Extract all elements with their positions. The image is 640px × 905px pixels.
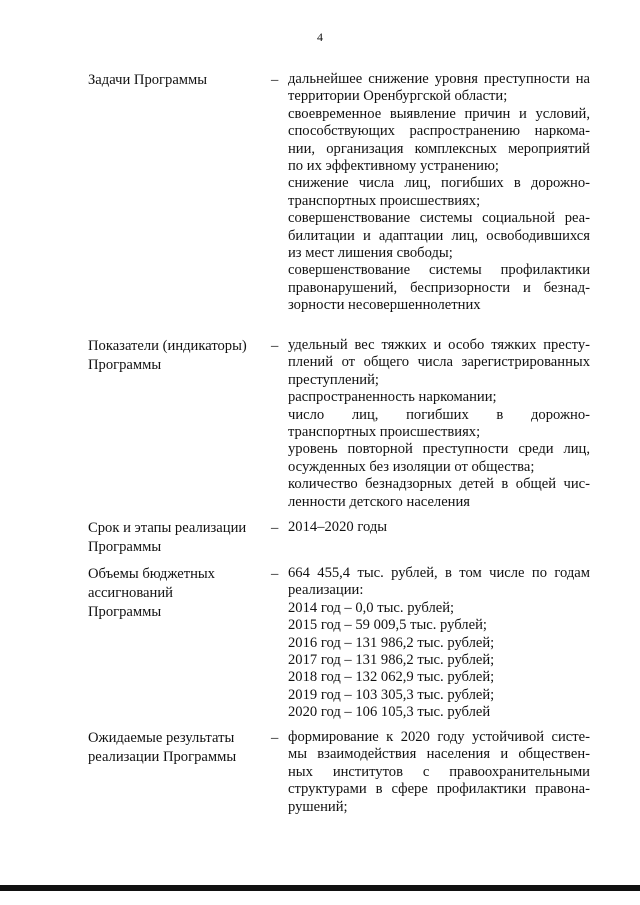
value-line: дальнейшее снижение уровня преступности на xyxy=(288,71,590,87)
row-label xyxy=(88,337,263,375)
row-dash: – xyxy=(271,566,279,582)
value-line: удельный вес тяжких и особо тяжких престу- xyxy=(288,337,590,353)
row-program-indicators xyxy=(88,337,598,517)
value-line: 664 455,4 тыс. рублей, в том числе по годам xyxy=(288,565,590,581)
value-line: количество безнадзорных детей в общей чис- xyxy=(288,476,590,493)
value-line: рушений; xyxy=(288,798,348,815)
value-line: правонарушений, беспризорности и безнад- xyxy=(288,279,590,296)
value-line: реализации: xyxy=(288,582,364,599)
page-number: 4 xyxy=(317,30,323,44)
row-dash: – xyxy=(271,730,279,746)
value-line: 2016 год – 131 986,2 тыс. рублей; xyxy=(288,634,495,651)
value-line: совершенствование системы социальной реа- xyxy=(288,210,590,227)
row-value xyxy=(288,729,590,816)
row-dash: – xyxy=(271,520,279,536)
value-line: транспортных происшествиях; xyxy=(288,192,481,209)
row-program-period xyxy=(88,519,598,559)
bottom-scan-border xyxy=(0,885,640,891)
value-line: формирование к 2020 году устойчивой систе- xyxy=(288,729,590,745)
value-line: мы взаимодействия населения и обществен- xyxy=(288,746,590,763)
row-value xyxy=(288,71,590,315)
value-line: снижение числа лиц, погибших в дорожно- xyxy=(288,175,590,192)
value-line: плений от общего числа зарегистрированных xyxy=(288,354,590,371)
row-program-budget xyxy=(88,565,598,725)
row-label-line: Программы xyxy=(88,539,162,555)
row-label-line: Показатели (индикаторы) xyxy=(88,338,247,354)
row-label xyxy=(88,565,263,622)
value-line: уровень повторной преступности среди лиц, xyxy=(288,441,590,458)
row-dash: – xyxy=(271,338,279,354)
value-line: своевременное выявление причин и условий, xyxy=(288,105,590,122)
value-line: осужденных без изоляции от общества; xyxy=(288,458,535,475)
row-program-expected-results xyxy=(88,729,598,829)
row-label-line: ассигнований xyxy=(88,585,173,601)
row-value xyxy=(288,519,590,536)
value-line: 2020 год – 106 105,3 тыс. рублей xyxy=(288,704,491,721)
value-line: из мест лишения свободы; xyxy=(288,245,453,262)
value-line: 2018 год – 132 062,9 тыс. рублей; xyxy=(288,669,495,686)
value-line: зорности несовершеннолетних xyxy=(288,297,481,314)
value-line: 2017 год – 131 986,2 тыс. рублей; xyxy=(288,652,495,669)
row-program-tasks xyxy=(88,71,598,314)
value-line: ных институтов с правоохранительными xyxy=(288,763,590,780)
value-line: совершенствование системы профилактики xyxy=(288,262,590,279)
value-line: распространенность наркомании; xyxy=(288,389,497,406)
row-label-line: Объемы бюджетных xyxy=(88,566,215,582)
row-label-line: Задачи Программы xyxy=(88,72,208,88)
row-value xyxy=(288,337,590,511)
row-label-line: реализации Программы xyxy=(88,749,237,765)
value-line: по их эффективному устранению; xyxy=(288,158,499,175)
value-line: 2015 год – 59 009,5 тыс. рублей; xyxy=(288,617,487,634)
row-label-line: Ожидаемые результаты xyxy=(88,730,235,746)
row-label xyxy=(88,729,263,767)
value-line: территории Оренбургской области; xyxy=(288,88,508,105)
row-label-line: Срок и этапы реализации xyxy=(88,520,247,536)
row-label-line: Программы xyxy=(88,604,162,620)
row-label-line: Программы xyxy=(88,357,162,373)
row-label xyxy=(88,71,263,90)
row-label xyxy=(88,519,263,557)
value-line: нии, организация комплексных мероприятий xyxy=(288,140,590,157)
row-value xyxy=(288,565,590,722)
value-line: 2014–2020 годы xyxy=(288,519,388,535)
value-line: ленности детского населения xyxy=(288,493,471,510)
value-line: число лиц, погибших в дорожно- xyxy=(288,406,590,423)
value-line: билитации и адаптации лиц, освободившихся xyxy=(288,227,590,244)
value-line: 2019 год – 103 305,3 тыс. рублей; xyxy=(288,686,495,703)
value-line: способствующих распространению наркома- xyxy=(288,123,590,140)
value-line: 2014 год – 0,0 тыс. рублей; xyxy=(288,599,455,616)
value-line: структурами в сфере профилактики правона- xyxy=(288,781,590,798)
row-dash: – xyxy=(271,72,279,88)
value-line: преступлений; xyxy=(288,371,379,388)
value-line: транспортных происшествиях; xyxy=(288,424,481,441)
